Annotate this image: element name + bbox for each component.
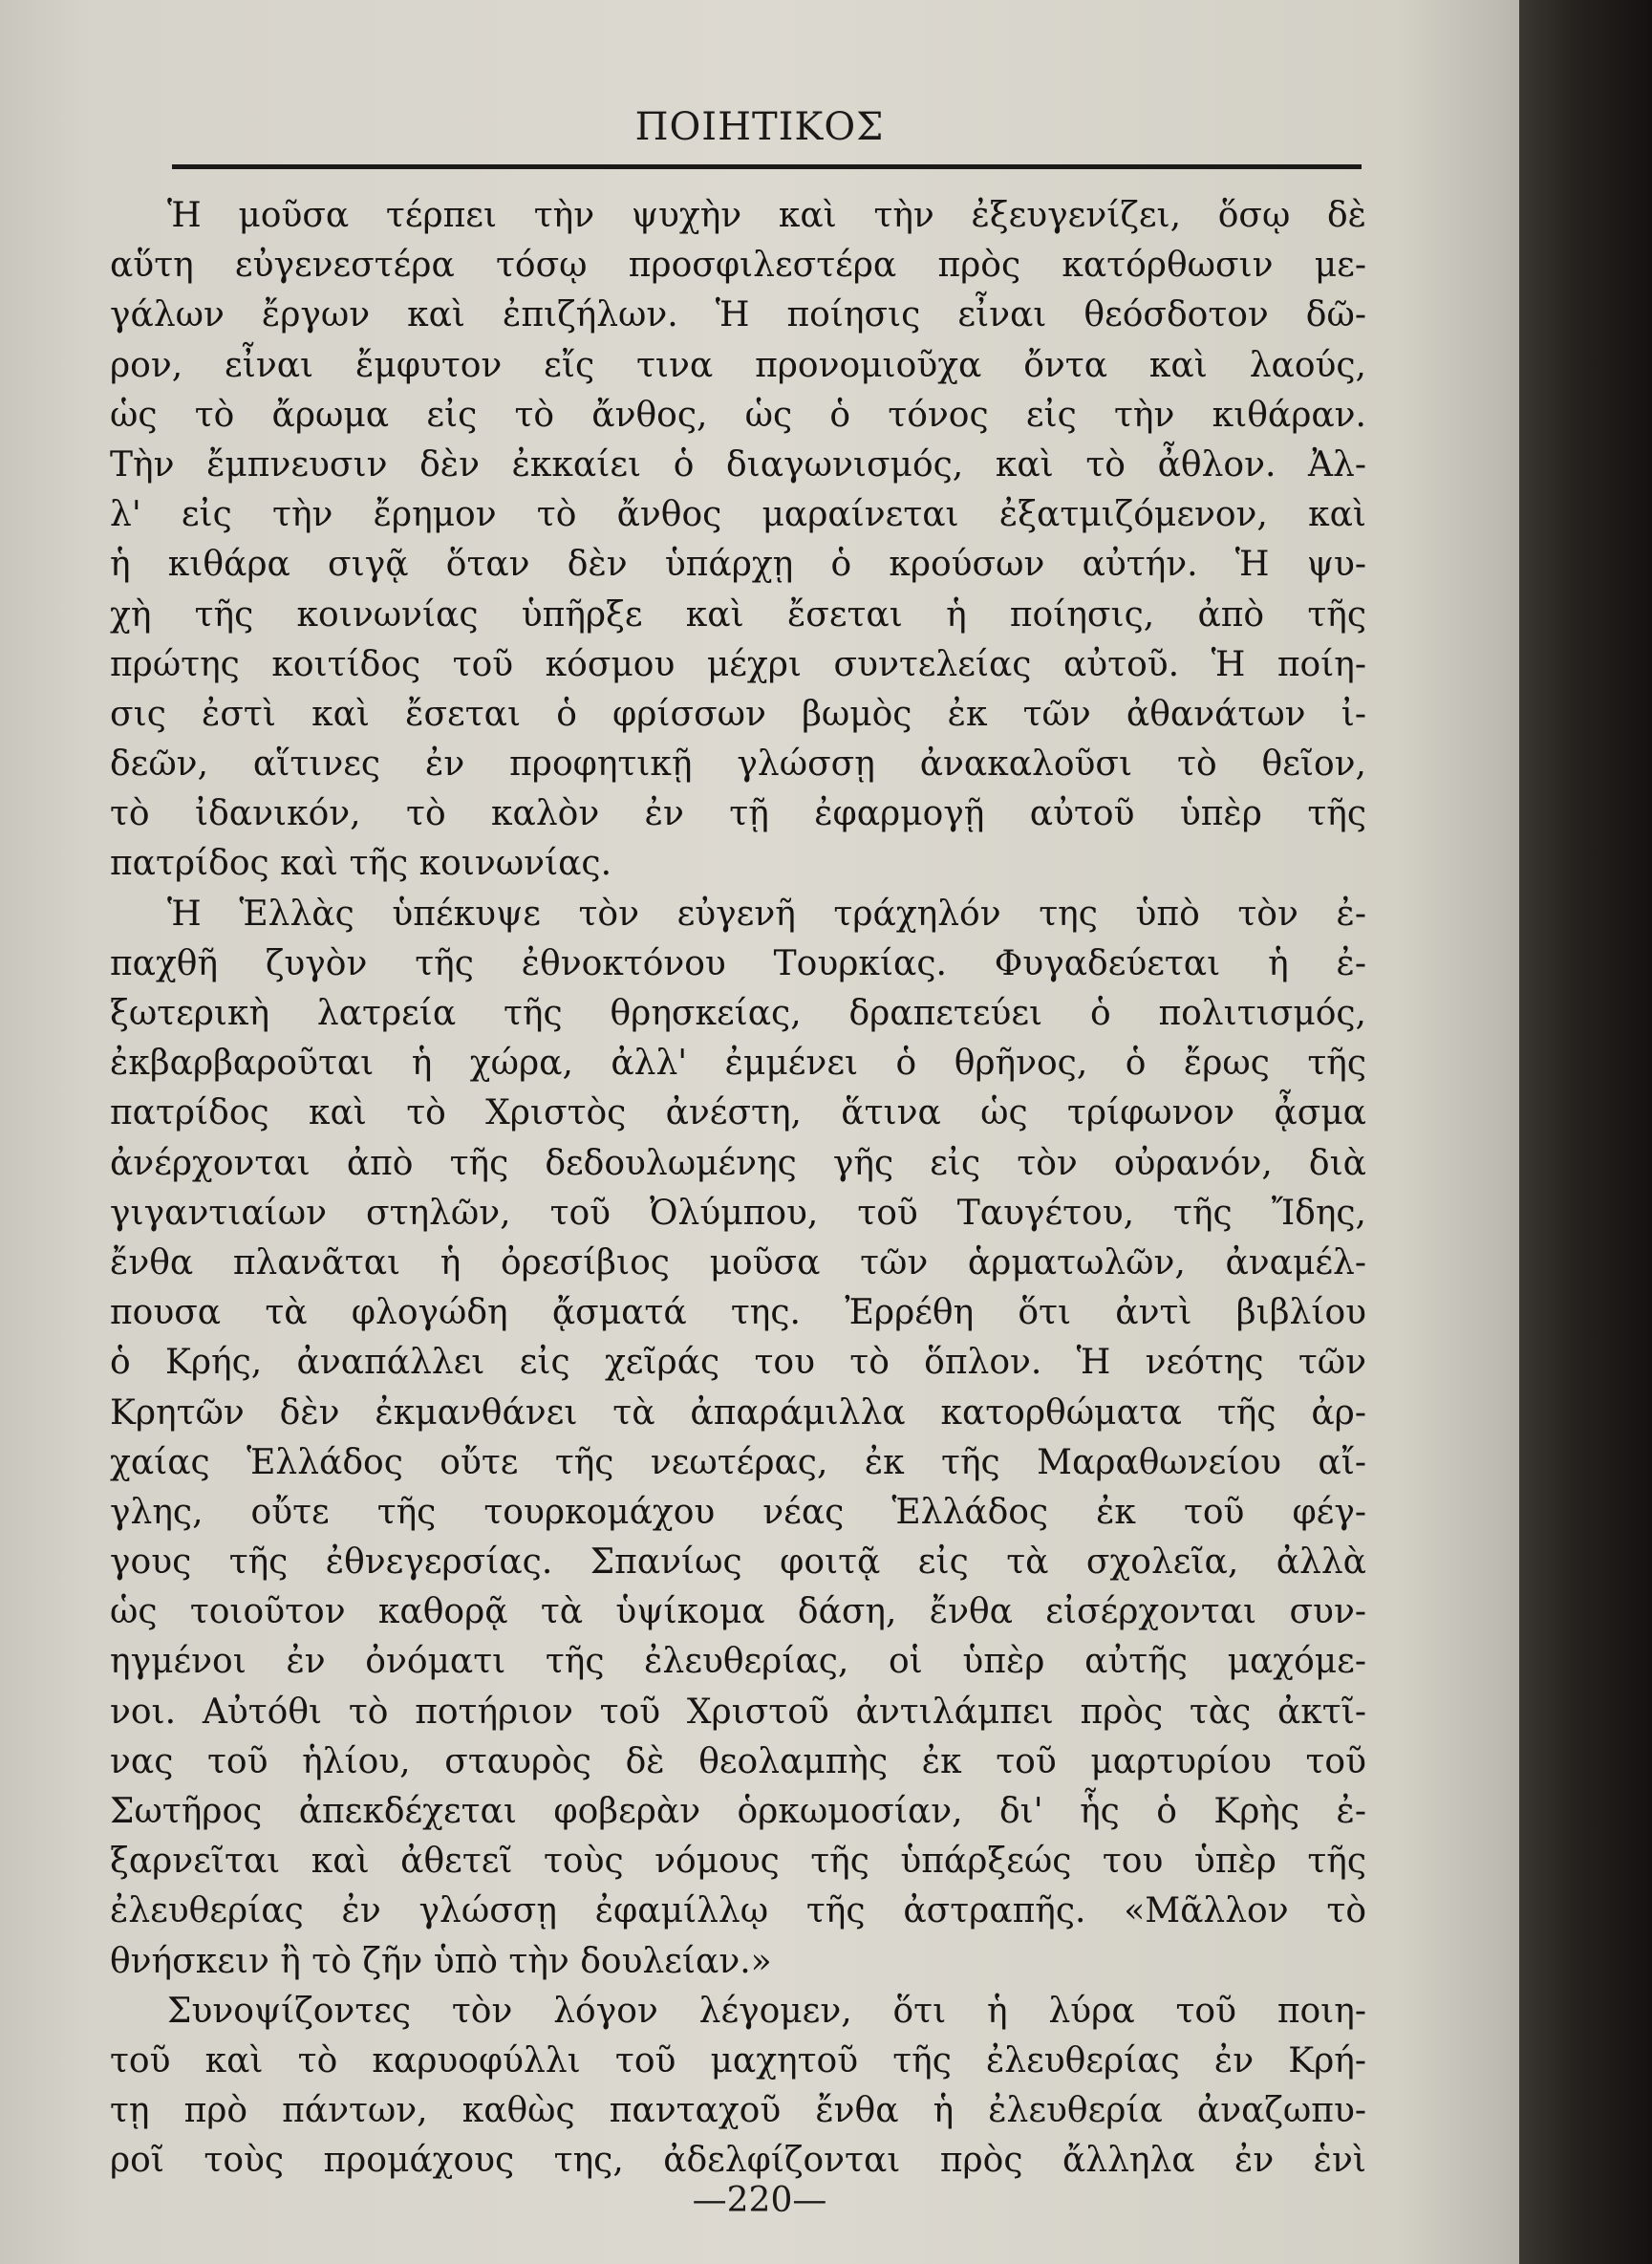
- text-line: ὡς τὸ ἄρωμα εἰς τὸ ἄνθος, ὡς ὁ τόνος εἰς τὴν κιθάραν.: [110, 395, 1366, 435]
- text-line: πατρίδος καὶ τῆς κοινωνίας.: [110, 844, 612, 884]
- text-line: θνήσκειν ἢ τὸ ζῆν ὑπὸ τὴν δουλείαν.»: [110, 1941, 772, 1981]
- text-line: Συνοψίζοντες τὸν λόγον λέγομεν, ὅτι ἡ λύρα τοῦ ποιη-: [167, 1991, 1366, 2031]
- text-line: πατρίδος καὶ τὸ Χριστὸς ἀνέστη, ἅτινα ὡς τρίφωνον ᾆσμα: [110, 1093, 1366, 1133]
- text-line: Ἡ Ἑλλὰς ὑπέκυψε τὸν εὐγενῆ τράχηλόν της ὑπὸ τὸν ἐ-: [167, 894, 1366, 934]
- text-line: τὸ ἰδανικόν, τὸ καλὸν ἐν τῇ ἐφαρμογῇ αὐτοῦ ὑπὲρ τῆς: [110, 794, 1366, 834]
- text-line: δεῶν, αἵτινες ἐν προφητικῇ γλώσσῃ ἀνακαλοῦσι τὸ θεῖον,: [110, 744, 1366, 785]
- text-line: γλης, οὔτε τῆς τουρκομάχου νέας Ἑλλάδος ἐκ τοῦ φέγ-: [110, 1492, 1366, 1532]
- text-line: ἐλευθερίας ἐν γλώσσῃ ἐφαμίλλῳ τῆς ἀστραπῆς. «Μᾶλλον τὸ: [110, 1891, 1366, 1931]
- text-line: ξαρνεῖται καὶ ἀθετεῖ τοὺς νόμους τῆς ὑπάρξεώς του ὑπὲρ τῆς: [110, 1842, 1366, 1882]
- text-line: τῃ πρὸ πάντων, καθὼς πανταχοῦ ἔνθα ἡ ἐλευθερία ἀναζωπυ-: [110, 2091, 1366, 2131]
- text-line: γάλων ἔργων καὶ ἐπιζήλων. Ἡ ποίησις εἶναι θεόσδοτον δῶ-: [110, 295, 1366, 335]
- text-line: αὕτη εὐγενεστέρα τόσῳ προσφιλεστέρα πρὸς κατόρθωσιν με-: [110, 246, 1366, 286]
- page-number: —220—: [692, 2181, 827, 2220]
- text-line: ροῖ τοὺς προμάχους της, ἀδελφίζονται πρὸς ἄλληλα ἐν ἑνὶ: [110, 2141, 1366, 2179]
- text-line: χὴ τῆς κοινωνίας ὑπῆρξε καὶ ἔσεται ἡ ποίησις, ἀπὸ τῆς: [110, 594, 1366, 635]
- text-line: ὁ Κρής, ἀναπάλλει εἰς χεῖράς του τὸ ὅπλον. Ἡ νεότης τῶν: [110, 1343, 1366, 1383]
- text-line: ἔνθα πλανᾶται ἡ ὀρεσίβιος μοῦσα τῶν ἁρματωλῶν, ἀναμέλ-: [110, 1242, 1366, 1283]
- text-line: λ' εἰς τὴν ἔρημον τὸ ἄνθος μαραίνεται ἐξατμιζόμενον, καὶ: [110, 495, 1366, 535]
- running-title: ΠΟΙΗΤΙΚΟΣ: [634, 105, 885, 149]
- text-line: Σωτῆρος ἀπεκδέχεται φοβερὰν ὁρκωμοσίαν, δι' ἧς ὁ Κρὴς ἐ-: [110, 1792, 1366, 1831]
- header-rule: [172, 164, 1362, 169]
- text-line: Τὴν ἔμπνευσιν δὲν ἐκκαίει ὁ διαγωνισμός, καὶ τὸ ἆθλον. Ἀλ-: [110, 444, 1366, 485]
- text-line: νας τοῦ ἡλίου, σταυρὸς δὲ θεολαμπὴς ἐκ τοῦ μαρτυρίου τοῦ: [110, 1741, 1366, 1781]
- text-line: ἐκβαρβαροῦται ἡ χώρα, ἀλλ' ἐμμένει ὁ θρῆνος, ὁ ἔρως τῆς: [110, 1044, 1366, 1084]
- text-line: σις ἐστὶ καὶ ἔσεται ὁ φρίσσων βωμὸς ἐκ τῶν ἀθανάτων ἰ-: [110, 694, 1366, 734]
- text-line: τοῦ καὶ τὸ καρυοφύλλι τοῦ μαχητοῦ τῆς ἐλευθερίας ἐν Κρή-: [110, 2040, 1366, 2081]
- text-line: πουσα τὰ φλογώδη ᾄσματά της. Ἐρρέθη ὅτι ἀντὶ βιβλίου: [110, 1293, 1366, 1333]
- text-line: Ἡ μοῦσα τέρπει τὴν ψυχὴν καὶ τὴν ἐξευγενίζει, ὅσῳ δὲ: [167, 196, 1366, 235]
- text-line: ἡ κιθάρα σιγᾷ ὅταν δὲν ὑπάρχῃ ὁ κρούσων αὐτήν. Ἡ ψυ-: [110, 545, 1366, 585]
- text-line: ρον, εἶναι ἔμφυτον εἴς τινα προνομιοῦχα ὄντα καὶ λαούς,: [110, 345, 1366, 385]
- text-line: ηγμένοι ἐν ὀνόματι τῆς ἐλευθερίας, οἱ ὑπὲρ αὐτῆς μαχόμε-: [110, 1642, 1366, 1682]
- text-line: γιγαντιαίων στηλῶν, τοῦ Ὀλύμπου, τοῦ Ταυγέτου, τῆς Ἴδης,: [110, 1193, 1366, 1233]
- text-line: γους τῆς ἐθνεγερσίας. Σπανίως φοιτᾷ εἰς τὰ σχολεῖα, ἀλλὰ: [110, 1542, 1366, 1583]
- text-line: ὡς τοιοῦτον καθορᾷ τὰ ὑψίκομα δάση, ἔνθα εἰσέρχονται συν-: [110, 1592, 1366, 1632]
- text-line: Κρητῶν δὲν ἐκμανθάνει τὰ ἀπαράμιλλα κατορθώματα τῆς ἀρ-: [110, 1392, 1366, 1433]
- text-line: νοι. Αὐτόθι τὸ ποτήριον τοῦ Χριστοῦ ἀντιλάμπει πρὸς τὰς ἀκτῖ-: [110, 1692, 1366, 1732]
- body-text: [110, 191, 1366, 2179]
- text-line: πρώτης κοιτίδος τοῦ κόσμου μέχρι συντελείας αὐτοῦ. Ἡ ποίη-: [110, 644, 1366, 684]
- text-line: χαίας Ἑλλάδος οὔτε τῆς νεωτέρας, ἐκ τῆς Μαραθωνείου αἴ-: [110, 1442, 1366, 1482]
- text-line: ξωτερικὴ λατρεία τῆς θρησκείας, δραπετεύει ὁ πολιτισμός,: [110, 994, 1366, 1033]
- book-gutter: [1519, 0, 1652, 2264]
- text-line: παχθῆ ζυγὸν τῆς ἐθνοκτόνου Τουρκίας. Φυγαδεύεται ἡ ἐ-: [110, 943, 1366, 983]
- text-line: ἀνέρχονται ἀπὸ τῆς δεδουλωμένης γῆς εἰς τὸν οὐρανόν, διὰ: [110, 1143, 1366, 1183]
